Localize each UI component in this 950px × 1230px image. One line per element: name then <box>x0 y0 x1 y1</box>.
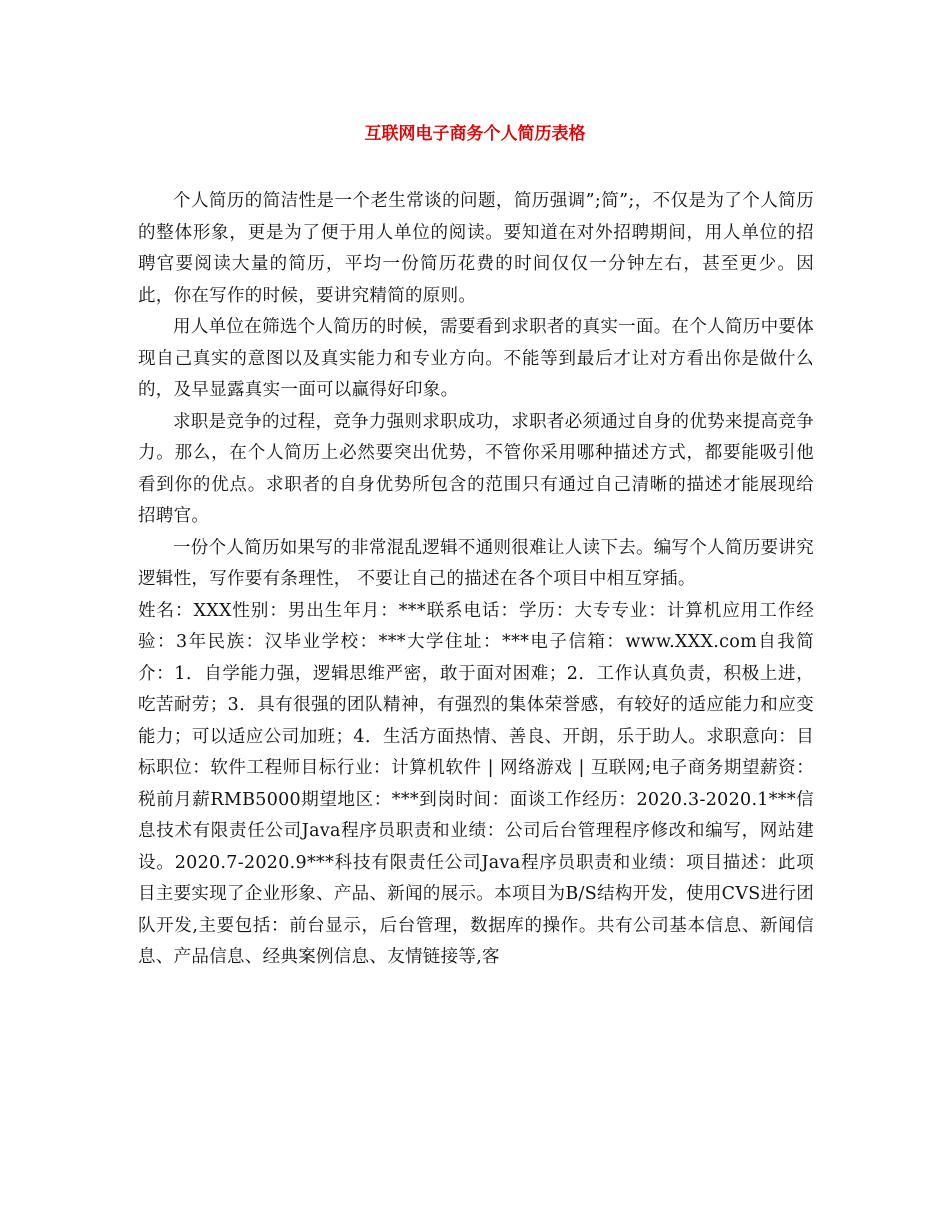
paragraph-conciseness: 个人简历的简洁性是一个老生常谈的问题，简历强调”;简”;，不仅是为了个人简历的整体形象，更是为了便于用人单位的阅读。要知道在对外招聘期间，用人单位的招聘官要阅读大量的简历，平均一份简历花费的时间仅仅一分钟左右，甚至更少。因此，你在写作的时候，要讲究精简的原则。 <box>138 191 814 306</box>
paragraph-advantages: 求职是竞争的过程，竞争力强则求职成功，求职者必须通过自身的优势来提高竞争力。那么，在个人简历上必然要突出优势，不管你采用哪种描述方式，都要能吸引他看到你的优点。求职者的自身优势所包含的范围只有通过自己清晰的描述才能展现给招聘官。 <box>138 411 814 526</box>
paragraph-authenticity: 用人单位在筛选个人简历的时候，需要看到求职者的真实一面。在个人简历中要体现自己真实的意图以及真实能力和专业方向。不能等到最后才让对方看出你是做什么的，及早显露真实一面可以赢得好印象。 <box>138 317 814 400</box>
resume-details: 姓名：XXX性别：男出生年月：***联系电话：学历：大专专业：计算机应用工作经验：3年民族：汉毕业学校：***大学住址：***电子信箱：www.XXX.com自我简介：1．自学能力强，逻辑思维严密，敢于面对困难；2．工作认真负责，积极上进，吃苦耐劳；3．具有很强的团队精神，有强烈的集体荣誉感，有较好的适应能力和应变能力；可以适应公司加班；4．生活方面热情、善良、开朗，乐于助人。求职意向：目标职位：软件工程师目标行业：计算机软件 | 网络游戏 | 互联网;电子商务期望薪资：税前月薪RMB5000期望地区：***到岗时间：面谈工作经历：2020.3-2020.1***信息技术有限责任公司Java程序员职责和业绩：公司后台管理程序修改和编写，网站建设。2020.7-2020.9***科技有限责任公司Java程序员职责和业绩：项目描述：此项目主要实现了企业形象、产品、新闻的展示。本项目为B/S结构开发，使用CVS进行团队开发,主要包括：前台显示，后台管理，数据库的操作。共有公司基本信息、新闻信息、产品信息、经典案例信息、友情链接等,客 <box>138 600 814 967</box>
paragraph-logic: 一份个人简历如果写的非常混乱逻辑不通则很难让人读下去。编写个人简历要讲究逻辑性，写作要有条理性， 不要让自己的描述在各个项目中相互穿插。 <box>138 537 814 589</box>
document-body <box>138 186 814 974</box>
document-title: 互联网电子商务个人简历表格 <box>364 124 586 144</box>
